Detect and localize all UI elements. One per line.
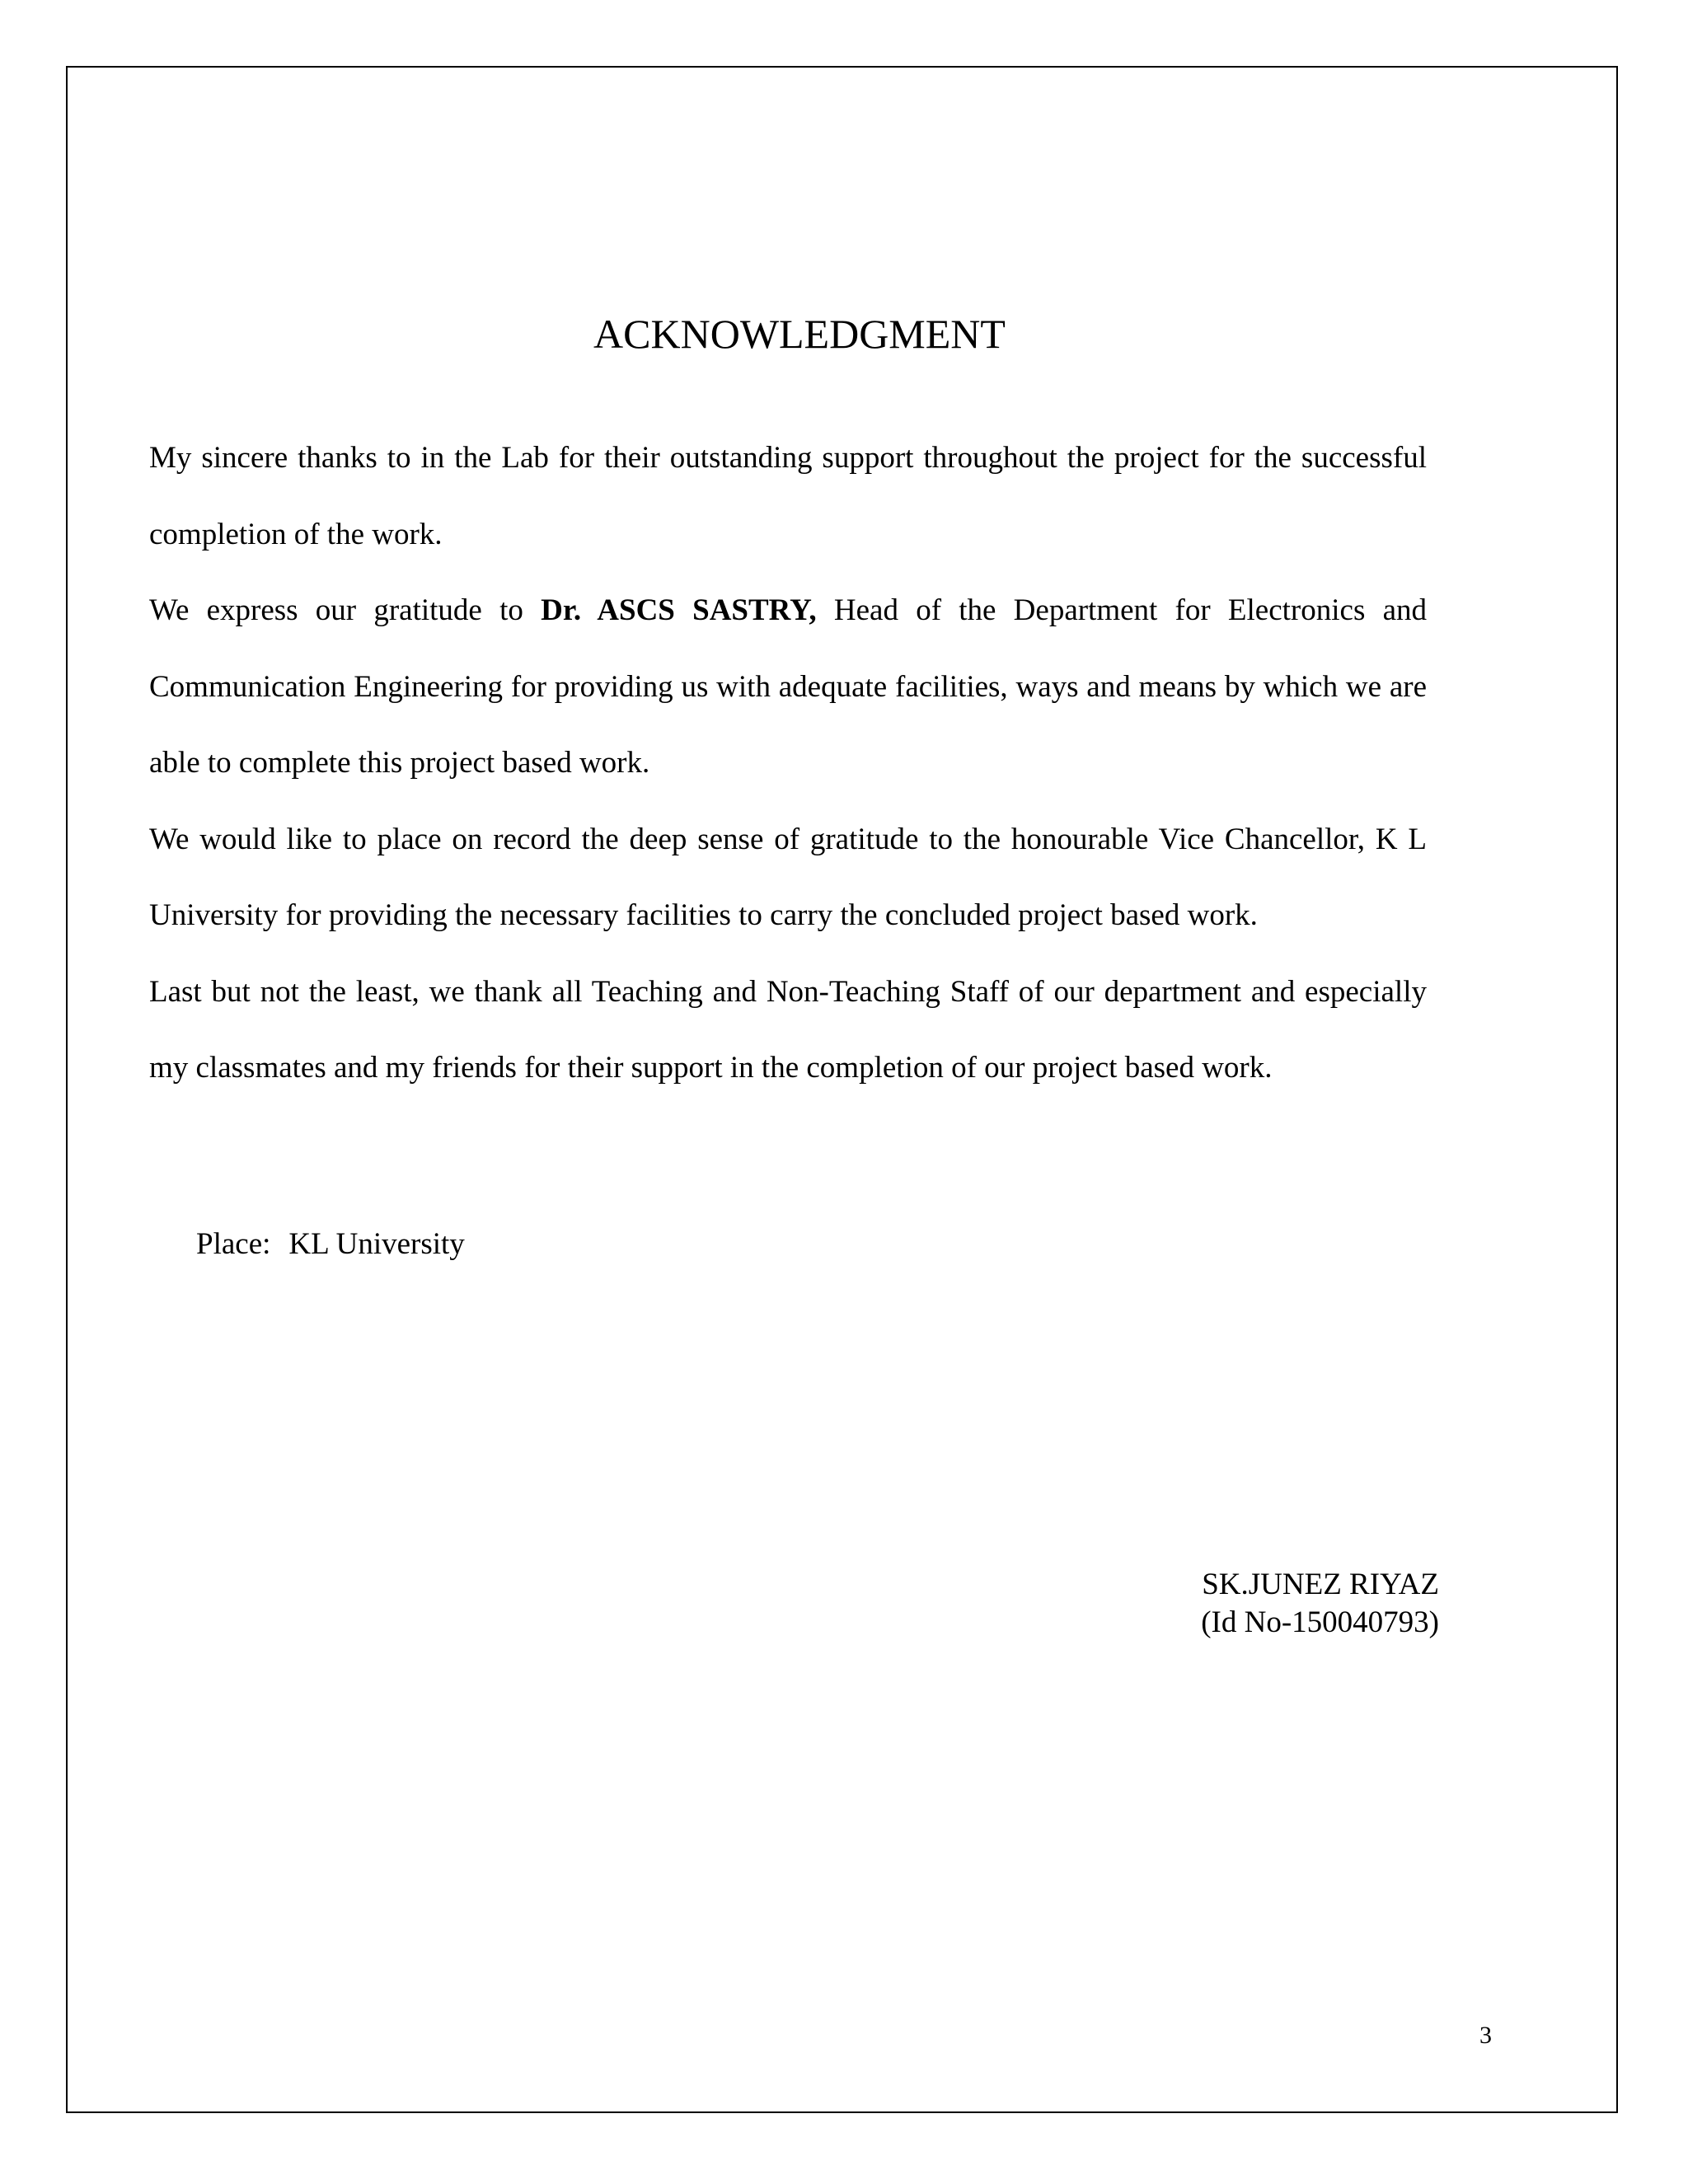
signature-id: (Id No-150040793) bbox=[1201, 1605, 1439, 1639]
signature-name: SK.JUNEZ RIYAZ bbox=[1202, 1568, 1439, 1601]
paragraph-thanks: My sincere thanks to in the Lab for their outstanding support throughout the project for the successful completion of the work. bbox=[149, 441, 1427, 551]
signature-block bbox=[1071, 1566, 1439, 1642]
hod-name: Dr. ASCS SASTRY, bbox=[541, 593, 817, 627]
place-label: Place: bbox=[196, 1227, 271, 1261]
paragraph-staff: Last but not the least, we thank all Teaching and Non-Teaching Staff of our department and especially my classmates and my friends for their support in the completion of our project based work. bbox=[149, 974, 1427, 1085]
page-title: ACKNOWLEDGMENT bbox=[593, 311, 1006, 357]
paragraph-gratitude-hod bbox=[149, 573, 1427, 802]
page-number: 3 bbox=[1479, 2022, 1492, 2049]
place-line bbox=[196, 1220, 465, 1269]
paragraph-text: Head of the Department for Electronics and Communication Engineering for providing us with adequate facilities, ways and means by which we are able to complete this project based work. bbox=[149, 593, 1428, 780]
acknowledgment-body bbox=[149, 420, 1427, 1107]
place-value: KL University bbox=[288, 1227, 465, 1261]
paragraph-text: We express our gratitude to bbox=[149, 593, 542, 627]
paragraph-vice-chancellor: We would like to place on record the deep sense of gratitude to the honourable Vice Chancellor, K L University for providing the necessary facilities to carry the concluded project based work. bbox=[149, 822, 1427, 932]
